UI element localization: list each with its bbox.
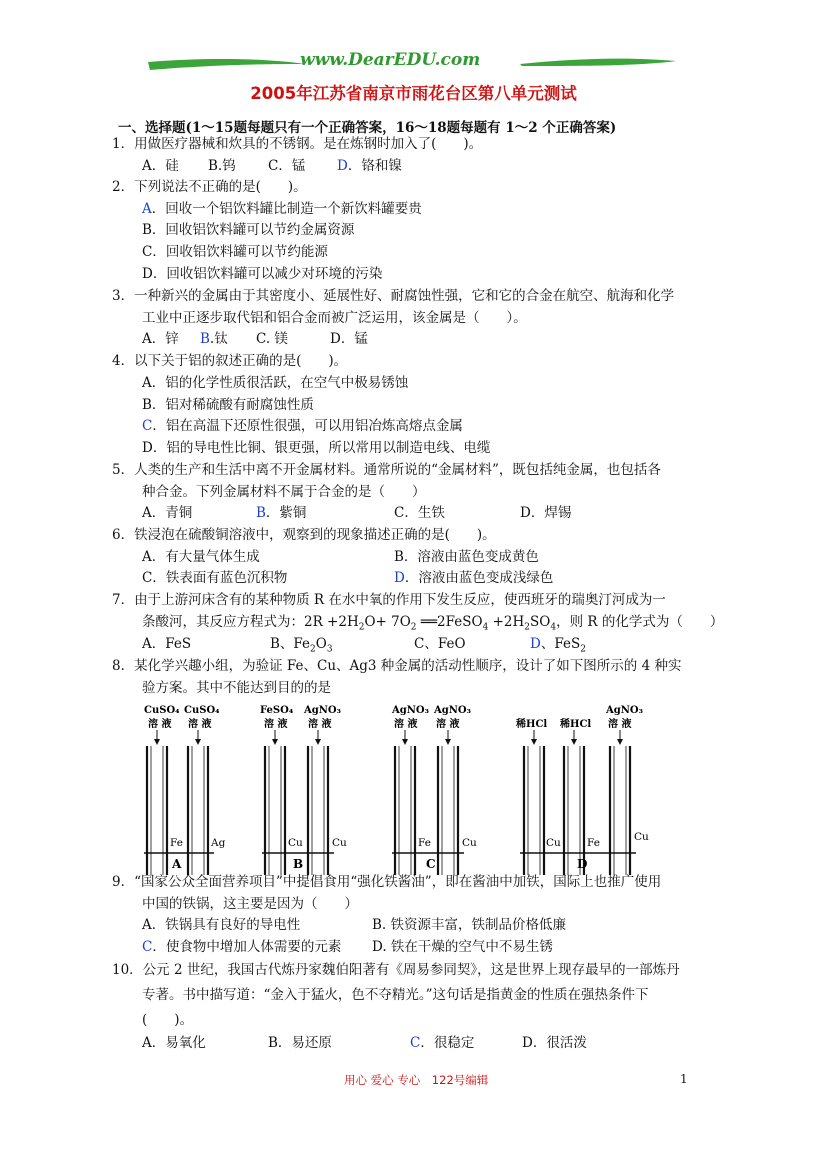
q7-stem-line1: 7．由于上游河床含有的某种物质 R 在水中氧的作用下发生反应，使西班牙的瑞奥汀河成为一	[112, 592, 666, 608]
q7-stem-line2: 条酸河，其反应方程式为：$2R +2H_2O+ 7O_2$ ══2FeSO$_4$ $+2H_2SO_4$，则 R 的化学式为（ ）	[142, 614, 724, 633]
q9-option-b: B. 铁资源丰富，铁制品价格低廉	[372, 917, 567, 933]
fig-c-tube2	[438, 746, 458, 875]
q1-stem: 1．用做医疗器械和炊具的不锈钢。是在炼钢时加入了( )。	[112, 136, 483, 152]
fig-c-sol2: AgNO₃	[434, 705, 471, 716]
q3-stem-line2: 工业中正逐步取代铝和铝合金而被广泛运用，该金属是（ ）。	[142, 310, 527, 326]
q5-option-d: D．焊锡	[520, 505, 572, 521]
page-number: 1	[680, 1072, 688, 1086]
q6-option-c: C．铁表面有蓝色沉积物	[142, 570, 288, 586]
page-title: 2005年江苏省南京市雨花台区第八单元测试	[250, 84, 577, 103]
fig-c-metal1: Fe	[418, 837, 431, 849]
q4-option-c: C．铝在高温下还原性很强，可以用铝冶炼高熔点金属	[142, 418, 463, 434]
q9-option-c: C．使食物中增加人体需要的元素	[142, 939, 342, 955]
q5-option-a: A．青铜	[142, 505, 193, 521]
q10-option-d: D．很活泼	[522, 1035, 587, 1051]
fig-a-tube1	[147, 746, 167, 875]
q4-stem: 4．以下关于铝的叙述正确的是( )。	[112, 353, 348, 369]
fig-a-label: A	[172, 857, 182, 871]
q2-option-d: D．回收铝饮料罐可以减少对环境的污染	[142, 266, 383, 282]
fig-a-liq2: 溶 液	[188, 719, 212, 730]
section-heading: 一、选择题(1～15题每题只有一个正确答案，16～18题每题有 1～2 个正确答案)	[118, 120, 617, 136]
fig-c-liq1: 溶 液	[394, 719, 418, 730]
q3-option-c: C. 镁	[256, 331, 288, 347]
q10-option-a: A．易氧化	[142, 1035, 206, 1051]
fig-c-label: C	[426, 857, 436, 871]
fig-c-sol1: AgNO₃	[392, 705, 429, 716]
q6-option-b: B．溶液由蓝色变成黄色	[394, 549, 539, 565]
fig-a-metal1: Fe	[170, 837, 183, 849]
fig-d-label: D	[577, 857, 588, 871]
fig-c-tube1	[395, 746, 415, 875]
q2-option-b: B．回收铝饮料罐可以节约金属资源	[142, 222, 355, 238]
fig-b-metal1: Cu	[288, 837, 303, 849]
q9-option-d: D. 铁在干燥的空气中不易生锈	[372, 939, 553, 955]
q5-option-c: C．生铁	[394, 505, 445, 521]
q3-stem-line1: 3．一种新兴的金属由于其密度小、延展性好、耐腐蚀性强，它和它的合金在航空、航海和化学	[112, 288, 675, 304]
fig-b-sol1: FeSO₄	[260, 705, 294, 716]
fig-b-liq1: 溶 液	[264, 719, 288, 730]
fig-d-metal1: Cu	[546, 837, 561, 849]
q10-stem-line1: 10．公元 2 世纪，我国古代炼丹家魏伯阳著有《周易参同契》，这是世界上现存最早的一部炼丹	[112, 962, 680, 978]
q8-stem-line2: 验方案。其中不能达到目的的是	[142, 680, 331, 696]
q6-stem: 6．铁浸泡在硫酸铜溶液中，观察到的现象描述正确的是( )。	[112, 527, 496, 543]
q3-option-b: B.钛	[200, 331, 228, 347]
q1-option-a: A．硅	[142, 158, 179, 174]
fig-a-liq1: 溶 液	[148, 719, 172, 730]
fig-d-sol2: 稀HCl	[560, 719, 592, 730]
q4-option-a: A．铝的化学性质很活跃，在空气中极易锈蚀	[142, 375, 409, 391]
q5-option-b: B．紫铜	[256, 505, 307, 521]
q1-option-d: D．铬和镍	[337, 158, 402, 174]
q7-option-d: D、FeS$_2$	[530, 636, 586, 655]
fig-b-tube2	[308, 746, 328, 875]
fig-b-sol2: AgNO₃	[304, 705, 341, 716]
fig-d-tube2	[564, 746, 584, 875]
fig-d-tube3	[610, 746, 630, 875]
fig-d-sol3: AgNO₃	[606, 705, 643, 716]
q2-stem: 2．下列说法不正确的是( )。	[112, 179, 307, 195]
q10-stem-line3: ( )。	[142, 1012, 194, 1028]
q4-option-b: B．铝对稀硫酸有耐腐蚀性质	[142, 397, 314, 413]
q9-option-a: A．铁锅具有良好的导电性	[142, 917, 301, 933]
fig-d-sol1: 稀HCl	[516, 719, 548, 730]
fig-d-metal2: Fe	[587, 837, 600, 849]
fig-c-liq2: 溶 液	[436, 719, 460, 730]
q3-option-d: D．锰	[330, 331, 368, 347]
footer-note: 用心 爱心 专心 122号编辑	[344, 1073, 489, 1087]
logo-text: www.DearEDU.com	[300, 50, 481, 70]
q6-option-d: D．溶液由蓝色变成浅绿色	[394, 570, 554, 586]
q7-option-a: A．FeS	[142, 636, 192, 652]
fig-a-metal2: Ag	[211, 837, 226, 849]
q6-option-a: A．有大量气体生成	[142, 549, 260, 565]
q1-option-b: B.钨	[208, 158, 236, 174]
q8-stem-line1: 8．某化学兴趣小组，为验证 Fe、Cu、Ag3 种金属的活动性顺序，设计了如下图所示的 4 种实	[112, 658, 682, 674]
fig-b-liq2: 溶 液	[308, 719, 332, 730]
q4-option-d: D．铝的导电性比铜、银更强，所以常用以制造电线、电缆	[142, 440, 491, 456]
q10-option-b: B．易还原	[268, 1035, 332, 1051]
fig-d-tube1	[524, 746, 544, 875]
fig-a-tube2	[188, 746, 208, 875]
fig-c-metal2: Cu	[462, 837, 477, 849]
q9-stem-line1: 9．“国家公众全面营养项目”中提倡食用“强化铁酱油”，即在酱油中加铁，国际上也推广使用	[112, 874, 662, 890]
q1-option-c: C．锰	[268, 158, 306, 174]
fig-d-liq3: 溶 液	[608, 719, 632, 730]
q8-test-tube-figure	[130, 700, 670, 875]
fig-b-metal2: Cu	[332, 837, 347, 849]
q10-option-c: C．很稳定	[410, 1035, 475, 1051]
fig-b-label: B	[293, 857, 304, 871]
q2-option-a: A．回收一个铝饮料罐比制造一个新饮料罐要贵	[142, 201, 422, 217]
fig-b-tube1	[265, 746, 285, 875]
fig-a-sol1: CuSO₄	[144, 705, 180, 716]
q2-option-c: C．回收铝饮料罐可以节约能源	[142, 244, 328, 260]
q3-option-a: A．锌	[142, 331, 179, 347]
fig-a-sol2: CuSO₄	[184, 705, 220, 716]
q7-option-c: C、FeO	[414, 636, 466, 652]
q10-stem-line2: 专著。书中描写道：“金入于猛火，色不夺精光。”这句话是指黄金的性质在强热条件下	[142, 987, 649, 1003]
q7-option-b: B、$Fe_2O_3$	[270, 636, 333, 655]
q5-stem-line2: 种合金。下列金属材料不属于合金的是（ ）	[142, 484, 426, 500]
q5-stem-line1: 5．人类的生产和生活中离不开金属材料。通常所说的“金属材料”，既包括纯金属，也包括各	[112, 462, 661, 478]
q9-stem-line2: 中国的铁锅，这主要是因为（ ）	[142, 896, 358, 912]
fig-d-metal3: Cu	[634, 831, 649, 843]
